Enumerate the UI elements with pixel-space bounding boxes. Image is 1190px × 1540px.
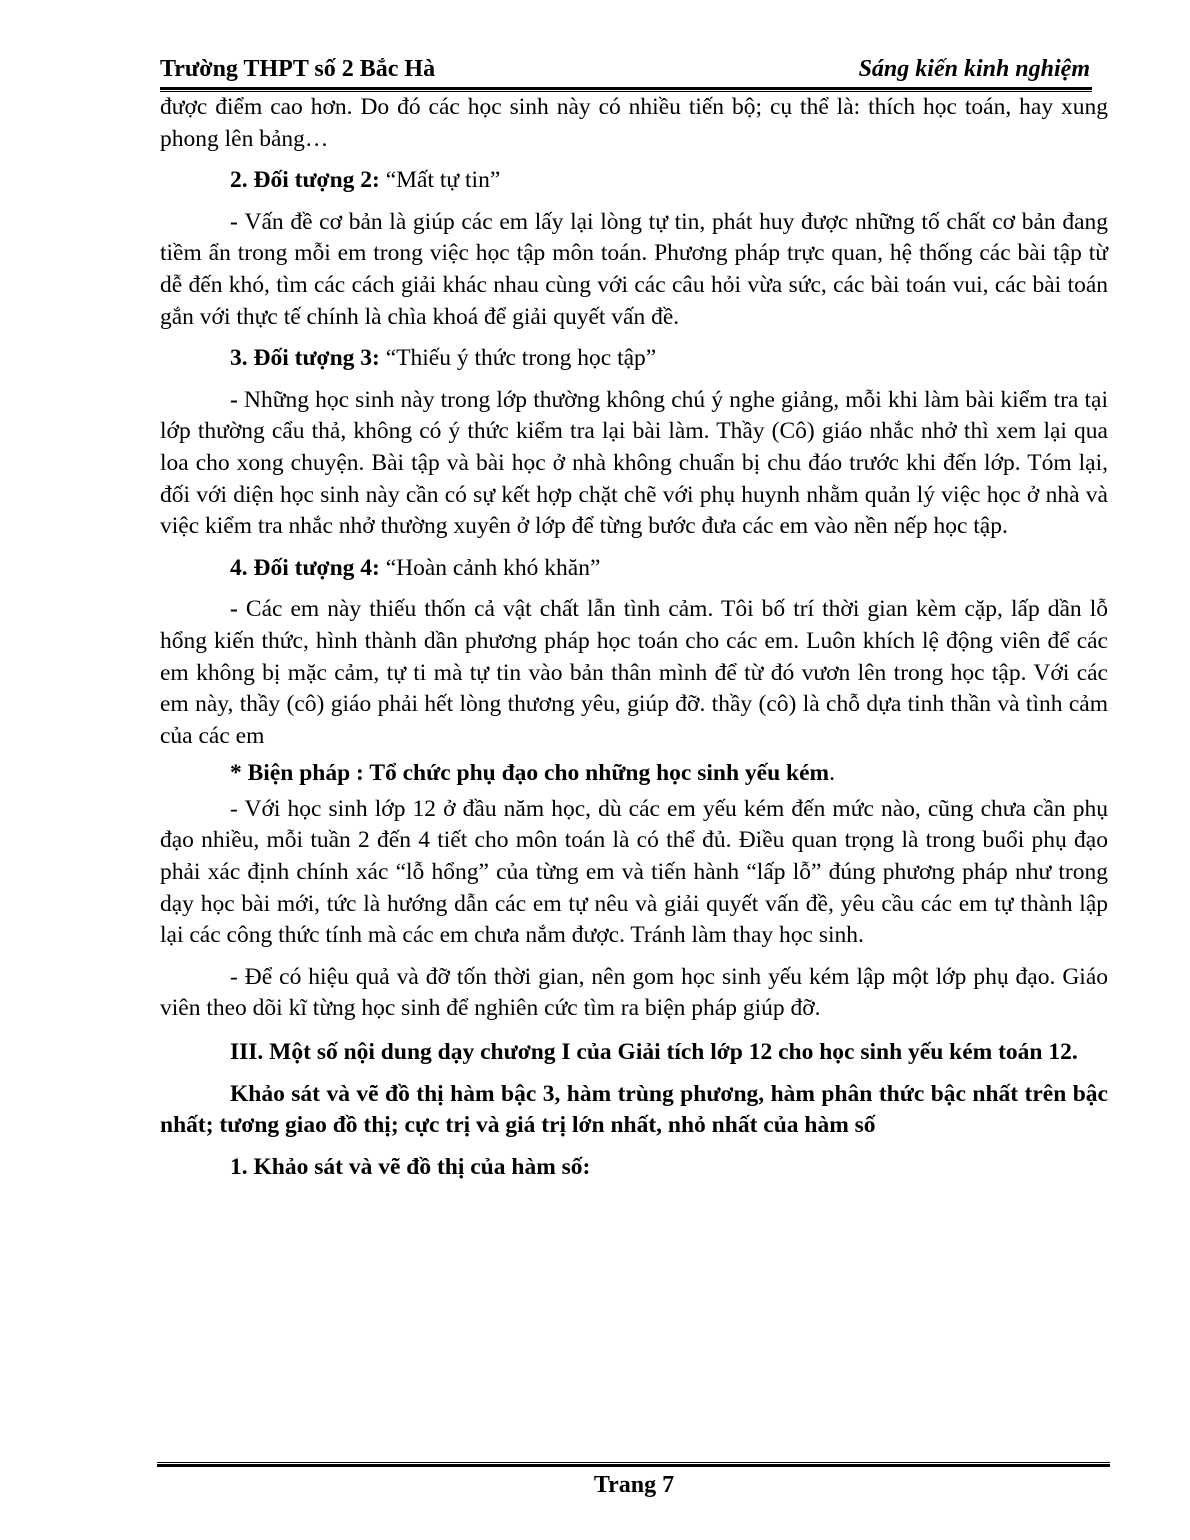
section-3-subtitle: Khảo sát và vẽ đồ thị hàm bậc 3, hàm trùng phương, hàm phân thức bậc nhất trên bậc nhất; tương giao đồ thị; cực trị và giá trị lớn nhất, nhỏ nhất của hàm số bbox=[160, 1080, 1108, 1139]
group-3-heading bbox=[160, 343, 1108, 375]
group-2-body: Vấn đề cơ bản là giúp các em lấy lại lòng tự tin, phát huy được những tố chất cơ bản đang tiềm ẩn trong mỗi em trong việc học tập môn toán. Phương pháp trực quan, hệ thống các bài tập từ dễ đến khó, tìm các cách giải khác nhau cùng với các câu hỏi vừa sức, các bài toán vui, các bài toán gắn với thực tế chính là chìa khoá để giải quyết vấn đề. bbox=[160, 208, 1108, 330]
page-header bbox=[160, 52, 1090, 88]
group-4-name: “Hoàn cảnh khó khăn” bbox=[379, 554, 601, 581]
group-4-dash: - bbox=[230, 596, 246, 623]
section-3-item-1: 1. Khảo sát và vẽ đồ thị của hàm số: bbox=[230, 1153, 591, 1180]
group-4-heading bbox=[160, 553, 1108, 585]
header-doc-type: Sáng kiến kinh nghiệm bbox=[858, 56, 1090, 82]
group-3-name: “Thiếu ý thức trong học tập” bbox=[379, 345, 657, 372]
group-4-body: Các em này thiếu thốn cả vật chất lẫn tình cảm. Tôi bố trí thời gian kèm cặp, lấp dần lỗ hổng kiến thức, hình thành dần phương pháp học toán cho các em. Luôn khích lệ động viên để các em không bị mặc cảm, tự ti mà tự tin vào bản thân mình để từ đó vươn lên trong học tập. Với các em này, thầy (cô) giáo phải hết lòng thương yêu, giúp đỡ. thầy (cô) là chỗ dựa tinh thần và tình cảm của các em bbox=[160, 596, 1109, 749]
paragraph-continued: được điểm cao hơn. Do đó các học sinh này có nhiều tiến bộ; cụ thể là: thích học toán, hay xung phong lên bảng… bbox=[160, 94, 1108, 152]
header-school: Trường THPT số 2 Bắc Hà bbox=[160, 56, 436, 82]
measure-title: * Biện pháp : Tổ chức phụ đạo cho những học sinh yếu kém bbox=[230, 760, 830, 787]
page-number: Trang 7 bbox=[593, 1472, 675, 1498]
group-2-label: 2. Đối tượng 2: bbox=[230, 167, 380, 194]
group-2-name: “Mất tự tin” bbox=[379, 167, 501, 194]
section-3-title: III. Một số nội dung dạy chương I của Giải tích lớp 12 cho học sinh yếu kém toán 12. bbox=[230, 1039, 1078, 1066]
group-2-text bbox=[160, 207, 1108, 333]
group-2-dash: - bbox=[230, 208, 245, 235]
footer-divider bbox=[157, 1462, 1110, 1467]
group-2-heading bbox=[160, 165, 1108, 197]
page-body bbox=[160, 92, 1108, 1183]
group-3-dash: - bbox=[230, 386, 244, 413]
measure-heading bbox=[160, 758, 1108, 790]
group-3-text bbox=[160, 385, 1108, 543]
measure-paragraph-2: - Để có hiệu quả và đỡ tốn thời gian, nên gom học sinh yếu kém lập một lớp phụ đạo. Giáo viên theo dõi kĩ từng học sinh để nghiên cức tìm ra biện pháp giúp đỡ. bbox=[160, 963, 1108, 1022]
group-3-label: 3. Đối tượng 3: bbox=[230, 345, 380, 372]
group-3-body: Những học sinh này trong lớp thường không chú ý nghe giảng, mỗi khi làm bài kiểm tra tại lớp thường cẩu thả, không có ý thức kiểm tra lại bài làm. Thầy (Cô) giáo nhắc nhở thì xem lại qua loa cho xong chuyện. Bài tập và bài học ở nhà không chuẩn bị chu đáo trước khi đến lớp. Tóm lại, đối với diện học sinh này cần có sự kết hợp chặt chẽ với phụ huynh nhằm quản lý việc học ở nhà và việc kiểm tra nhắc nhở thường xuyên ở lớp để từng bước đưa các em vào nền nếp học tập. bbox=[160, 386, 1108, 540]
group-4-text bbox=[160, 594, 1108, 752]
group-4-label: 4. Đối tượng 4: bbox=[230, 554, 380, 581]
measure-paragraph-1: - Với học sinh lớp 12 ở đầu năm học, dù các em yếu kém đến mức nào, cũng chưa cần phụ đạo nhiều, mỗi tuần 2 đến 4 tiết cho môn toán là có thể đủ. Điều quan trọng là trong buổi phụ đạo phải xác định chính xác “lỗ hổng” của từng em và tiến hành “lấp lỗ” đúng phương pháp như trong dạy học bài mới, tức là hướng dẫn các em tự nêu và giải quyết vấn đề, yêu cầu các em tự thành lập lại các công thức tính mà các em chưa nắm được. Tránh làm thay học sinh. bbox=[160, 795, 1108, 949]
measure-dot: . bbox=[829, 760, 835, 787]
